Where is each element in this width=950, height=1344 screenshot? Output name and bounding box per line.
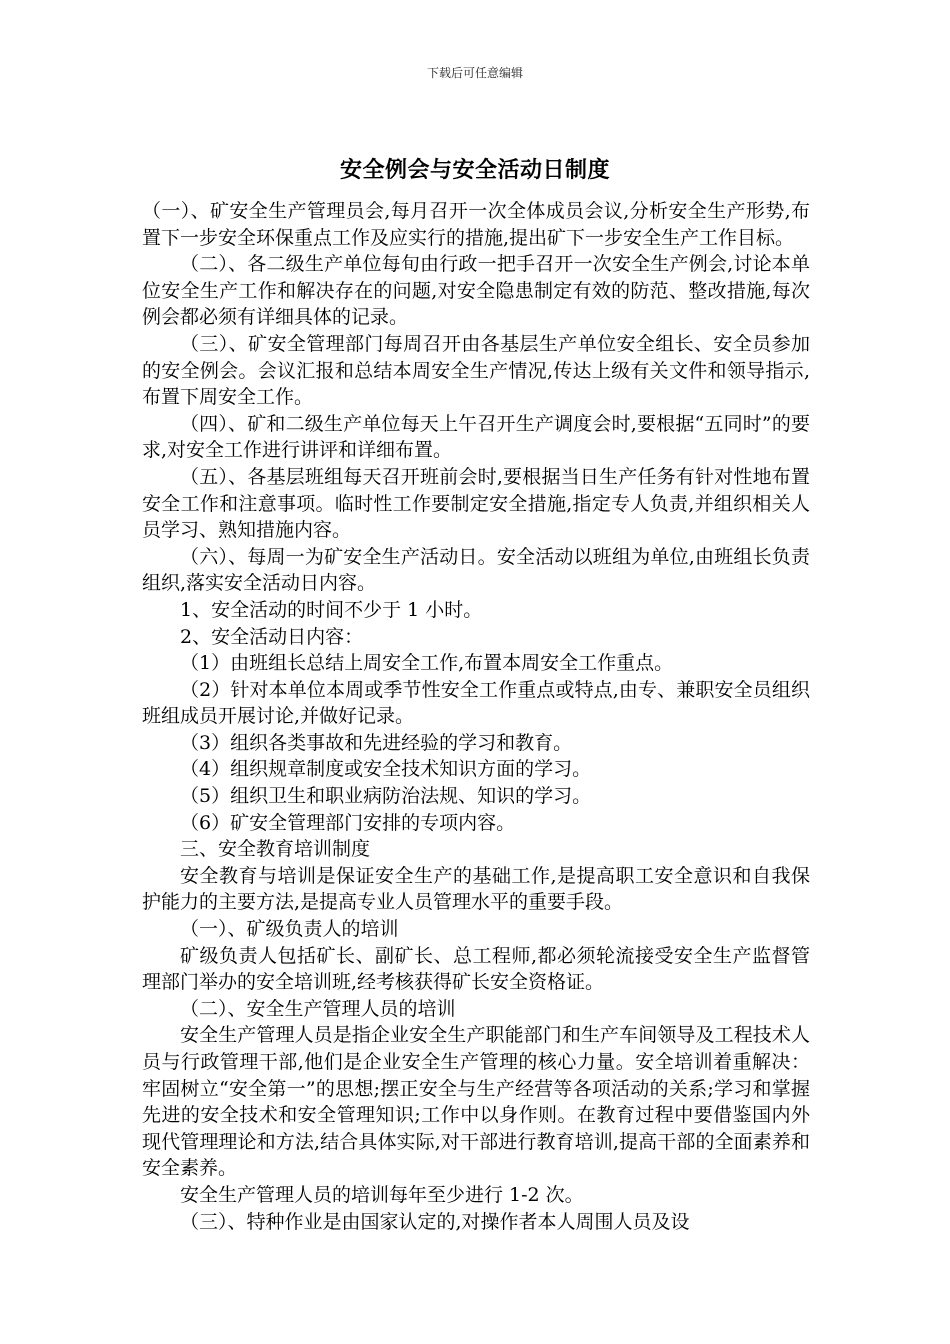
paragraph: 安全生产管理人员的培训每年至少进行 1-2 次。 [180, 1183, 584, 1206]
paragraph: （2）针对本单位本周或季节性安全工作重点或特点,由专、兼职安全员组织班组成员开展讨论,并做好记录。 [142, 678, 810, 728]
paragraph: （6）矿安全管理部门安排的专项内容。 [180, 811, 516, 834]
paragraph: 矿级负责人包括矿长、副矿长、总工程师,都必须轮流接受安全生产监督管理部门举办的安全培训班,经考核获得矿长安全资格证。 [142, 944, 810, 994]
document-title: 安全例会与安全活动日制度 [339, 157, 610, 183]
paragraph: （五）、各基层班组每天召开班前会时,要根据当日生产任务有针对性地布置安全工作和注意事项。临时性工作要制定安全措施,指定专人负责,并组织相关人员学习、熟知措施内容。 [142, 465, 810, 542]
paragraph: （四）、矿和二级生产单位每天上午召开生产调度会时,要根据“五同时”的要求,对安全工作进行讲评和详细布置。 [142, 412, 810, 462]
paragraph: 1、安全活动的时间不少于 1 小时。 [180, 598, 483, 621]
paragraph: （六）、每周一为矿安全生产活动日。安全活动以班组为单位,由班组长负责组织,落实安全活动日内容。 [142, 545, 810, 595]
paragraph: 安全生产管理人员是指企业安全生产职能部门和生产车间领导及工程技术人员与行政管理干部,他们是企业安全生产管理的核心力量。安全培训着重解决：牢固树立“安全第一”的思想;摆正安全与生产经营等各项活动的关系;学习和掌握先进的安全技术和安全管理知识;工作中以身作则。在教育过程中要借鉴国内外现代管理理论和方法,结合具体实际,对干部进行教育培训,提高干部的全面素养和安全素养。 [142, 1024, 810, 1180]
paragraph: （1）由班组长总结上周安全工作,布置本周安全工作重点。 [180, 652, 674, 675]
header-note: 下载后可任意编辑 [426, 66, 523, 80]
paragraph: （二）、各二级生产单位每旬由行政一把手召开一次安全生产例会,讨论本单位安全生产工作和解决存在的问题,对安全隐患制定有效的防范、整改措施,每次例会都必须有详细具体的记录。 [142, 253, 810, 329]
paragraph: 安全教育与培训是保证安全生产的基础工作,是提高职工安全意识和自我保护能力的主要方法,是提高专业人员管理水平的重要手段。 [142, 864, 810, 914]
paragraph: （5）组织卫生和职业病防治法规、知识的学习。 [180, 785, 592, 808]
paragraph: （一）、矿安全生产管理员会,每月召开一次全体成员会议,分析安全生产形势,布置下一步安全环保重点工作及应实行的措施,提出矿下一步安全生产工作目标。 [142, 200, 810, 249]
paragraph: （4）组织规章制度或安全技术知识方面的学习。 [180, 758, 592, 781]
paragraph: （三）、矿安全管理部门每周召开由各基层生产单位安全组长、安全员参加的安全例会。会议汇报和总结本周安全生产情况,传达上级有关文件和领导指示,布置下周安全工作。 [142, 332, 810, 409]
section-heading: 三、安全教育培训制度 [180, 838, 371, 861]
subsection-heading: （一）、矿级负责人的培训 [180, 918, 399, 941]
document-body [142, 198, 810, 1235]
paragraph: （三）、特种作业是由国家认定的,对操作者本人周围人员及设 [180, 1210, 690, 1233]
paragraph: 2、安全活动日内容： [180, 625, 364, 648]
subsection-heading: （二）、安全生产管理人员的培训 [180, 997, 456, 1020]
paragraph: （3）组织各类事故和先进经验的学习和教育。 [180, 731, 573, 754]
